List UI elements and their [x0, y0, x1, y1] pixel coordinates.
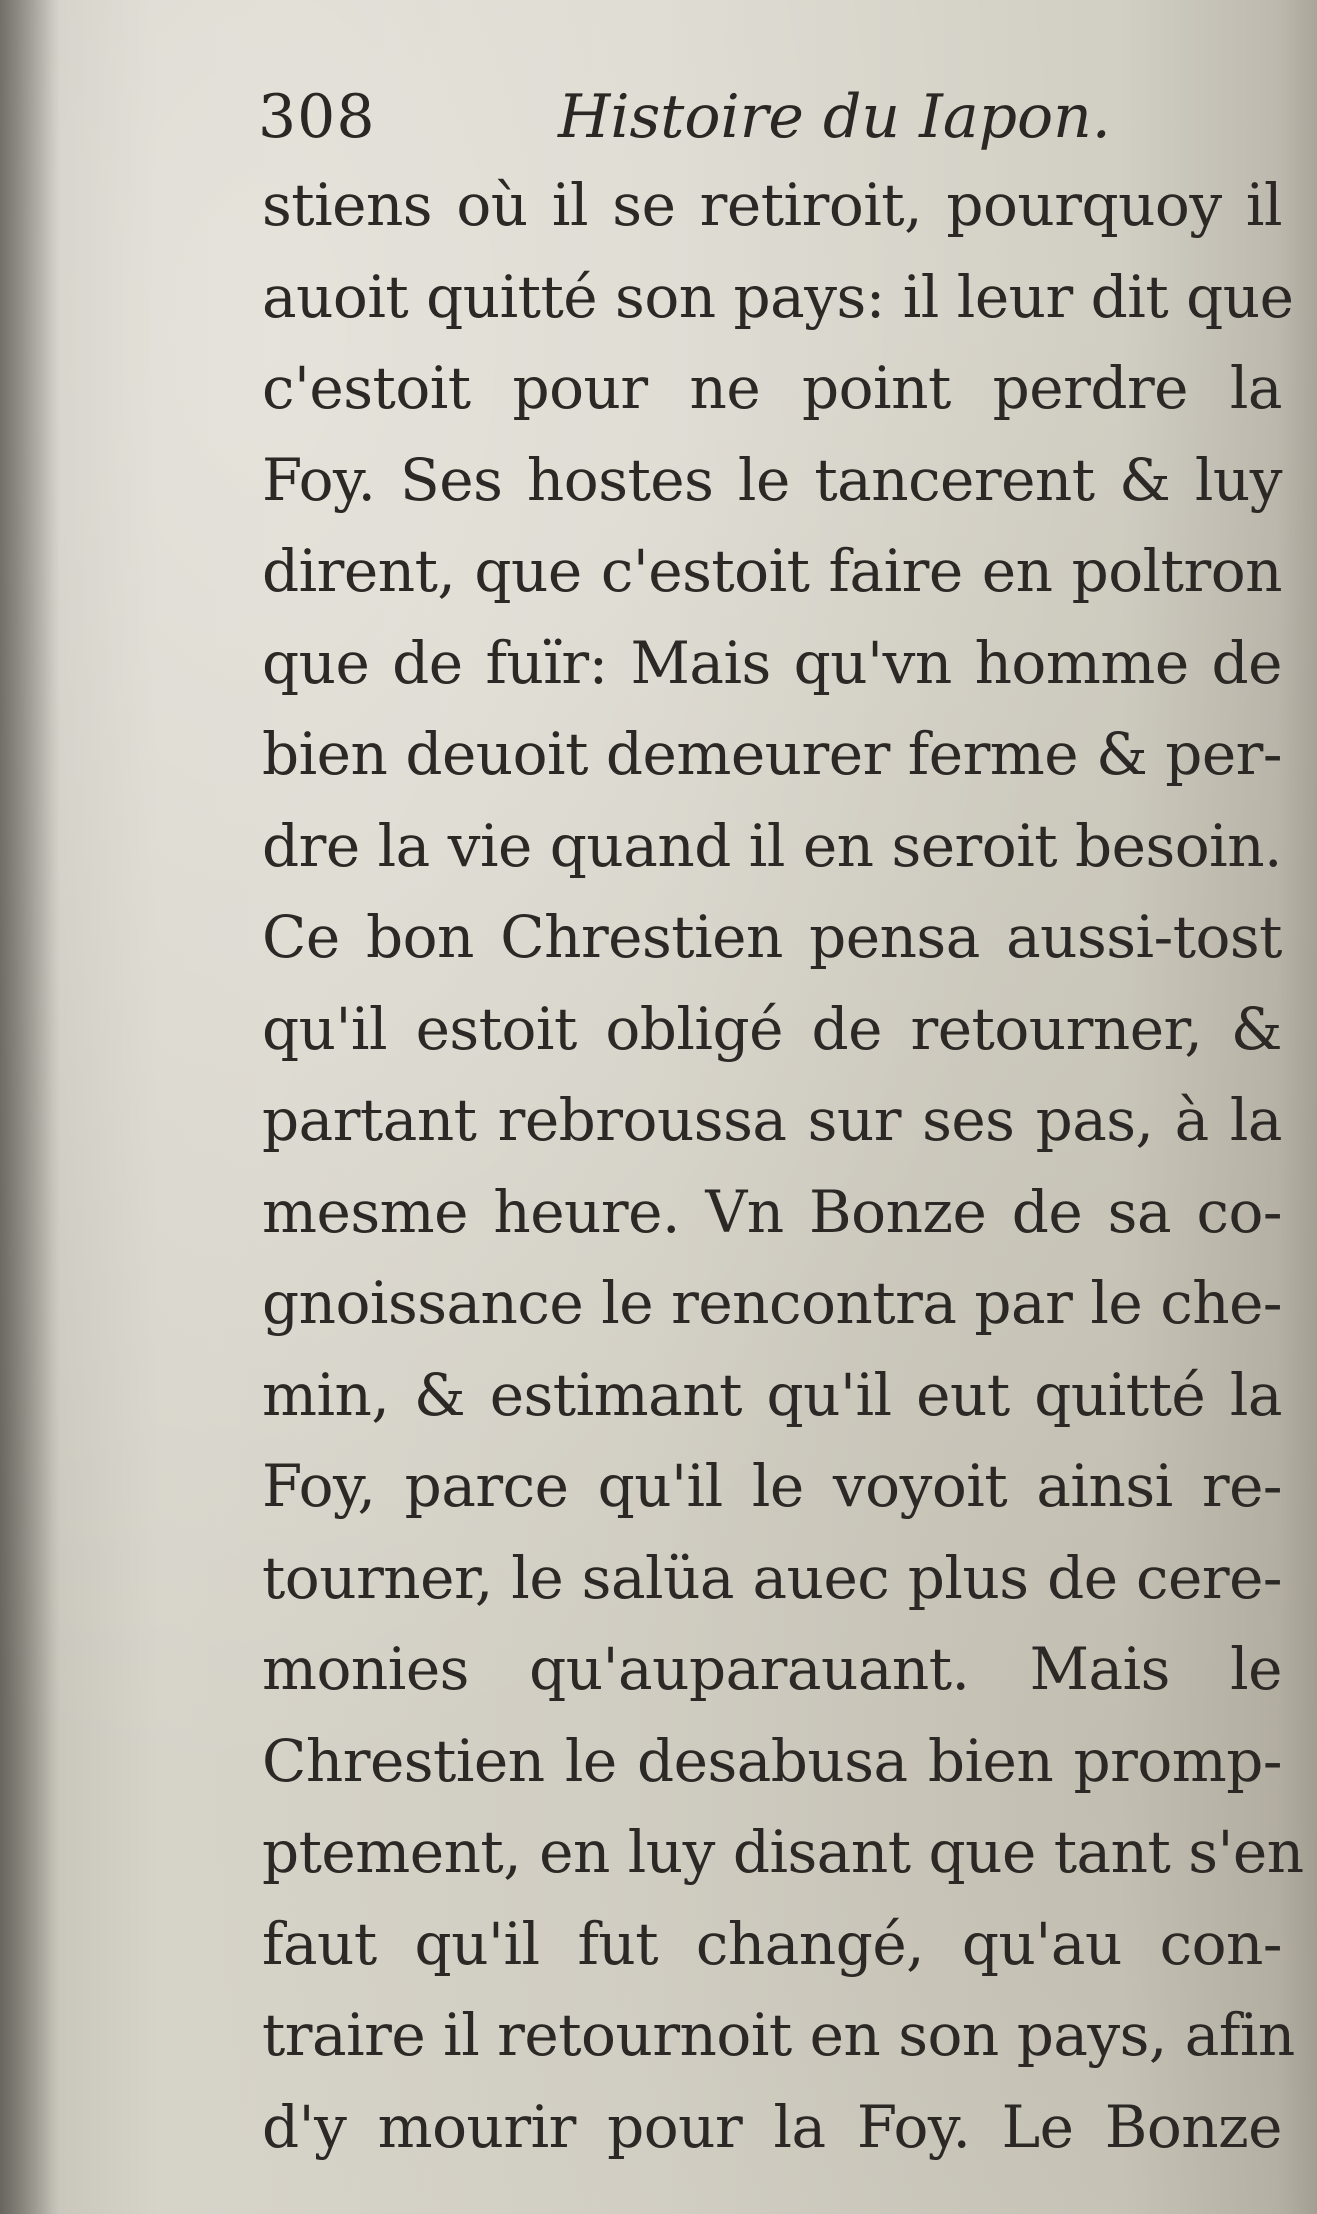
body-text: [262, 160, 1304, 2173]
text-line: monies qu'auparauant. Mais le: [262, 1635, 1282, 1703]
text-line: min, & estimant qu'il eut quitté la: [262, 1360, 1282, 1429]
running-title: Histoire du Iapon.: [558, 82, 1111, 152]
text-line: tourner, le salüa auec plus de cere-: [262, 1543, 1282, 1612]
text-line: ptement, en luy disant que tant s'en: [262, 1818, 1304, 1886]
text-line: Foy. Ses hostes le tancerent & luy: [262, 445, 1282, 514]
text-line: d'y mourir pour la Foy. Le Bonze: [262, 2092, 1282, 2161]
text-line: qu'il estoit obligé de retourner, &: [262, 994, 1282, 1063]
text-line: faut qu'il fut changé, qu'au con-: [262, 1909, 1282, 1978]
text-line: stiens où il se retiroit, pourquoy il: [262, 171, 1282, 239]
text-line: partant rebroussa sur ses pas, à la: [262, 1086, 1282, 1154]
text-line: c'estoit pour ne point perdre la: [262, 354, 1282, 422]
text-line: Chrestien le desabusa bien promp-: [262, 1726, 1282, 1795]
text-line: mesme heure. Vn Bonze de sa co-: [262, 1177, 1282, 1246]
text-line: traire il retournoit en son pays, afin: [262, 2001, 1295, 2069]
text-line: que de fuïr: Mais qu'vn homme de: [262, 628, 1282, 697]
text-line: auoit quitté son pays: il leur dit que: [262, 262, 1294, 331]
text-line: Ce bon Chrestien pensa aussi-tost: [262, 903, 1282, 971]
binding-shadow: [0, 0, 60, 2214]
text-line: dirent, que c'estoit faire en poltron: [262, 537, 1282, 605]
text-line: dre la vie quand il en seroit besoin.: [262, 811, 1282, 880]
text-line: bien deuoit demeurer ferme & per-: [262, 720, 1282, 788]
page-number: 308: [258, 82, 376, 152]
page-header: [258, 72, 1258, 162]
text-line: gnoissance le rencontra par le che-: [262, 1269, 1282, 1337]
text-line: Foy, parce qu'il le voyoit ainsi re-: [262, 1452, 1282, 1520]
